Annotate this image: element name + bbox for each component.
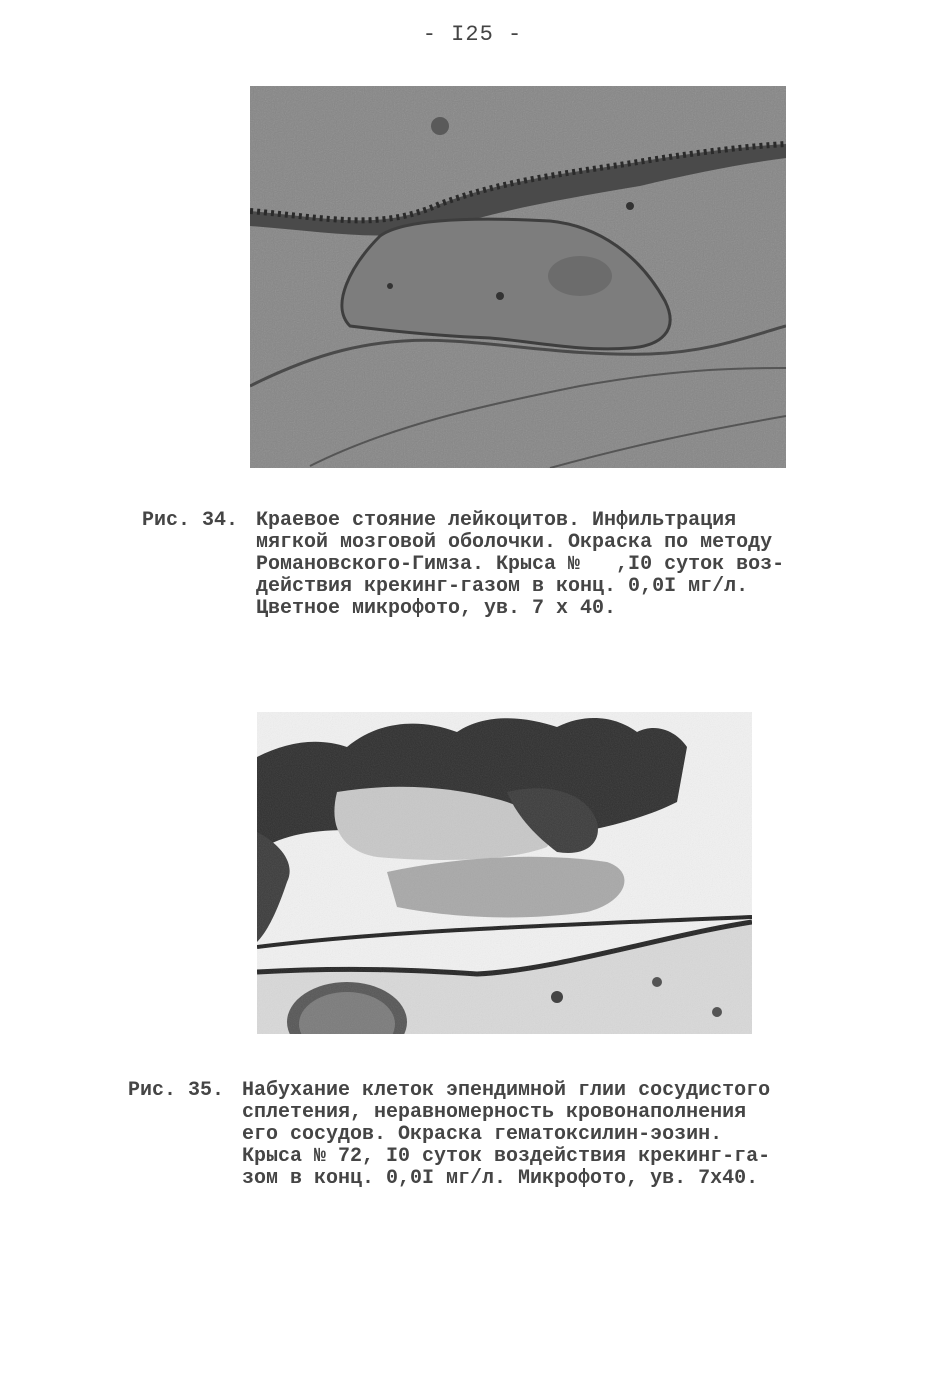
caption-line: мягкой мозговой оболочки. Окраска по методу: [256, 531, 773, 554]
micrograph-fig-34: [250, 86, 786, 468]
caption-line: зом в конц. 0,0I мг/л. Микрофото, ув. 7х40.: [242, 1167, 759, 1190]
caption-line: действия крекинг-газом в конц. 0,0I мг/л.: [256, 575, 749, 598]
caption-line: Набухание клеток эпендимной глии сосудистого: [242, 1079, 771, 1102]
micrograph-fig-35: [257, 712, 752, 1034]
caption-line: Цветное микрофото, ув. 7 х 40.: [256, 597, 617, 620]
figure-35-label: Рис. 35.: [128, 1079, 225, 1102]
page-number: - I25 -: [422, 22, 523, 47]
caption-line: Краевое стояние лейкоцитов. Инфильтрация: [256, 509, 737, 532]
caption-line: его сосудов. Окраска гематоксилин-эозин.: [242, 1123, 723, 1146]
caption-line: Крыса № 72, I0 суток воздействия крекинг-га-: [242, 1145, 771, 1168]
caption-line: Романовского-Гимза. Крыса № ,I0 суток воз-: [256, 553, 785, 576]
figure-34-label: Рис. 34.: [142, 509, 239, 532]
caption-line: сплетения, неравномерность кровонаполнения: [242, 1101, 747, 1124]
